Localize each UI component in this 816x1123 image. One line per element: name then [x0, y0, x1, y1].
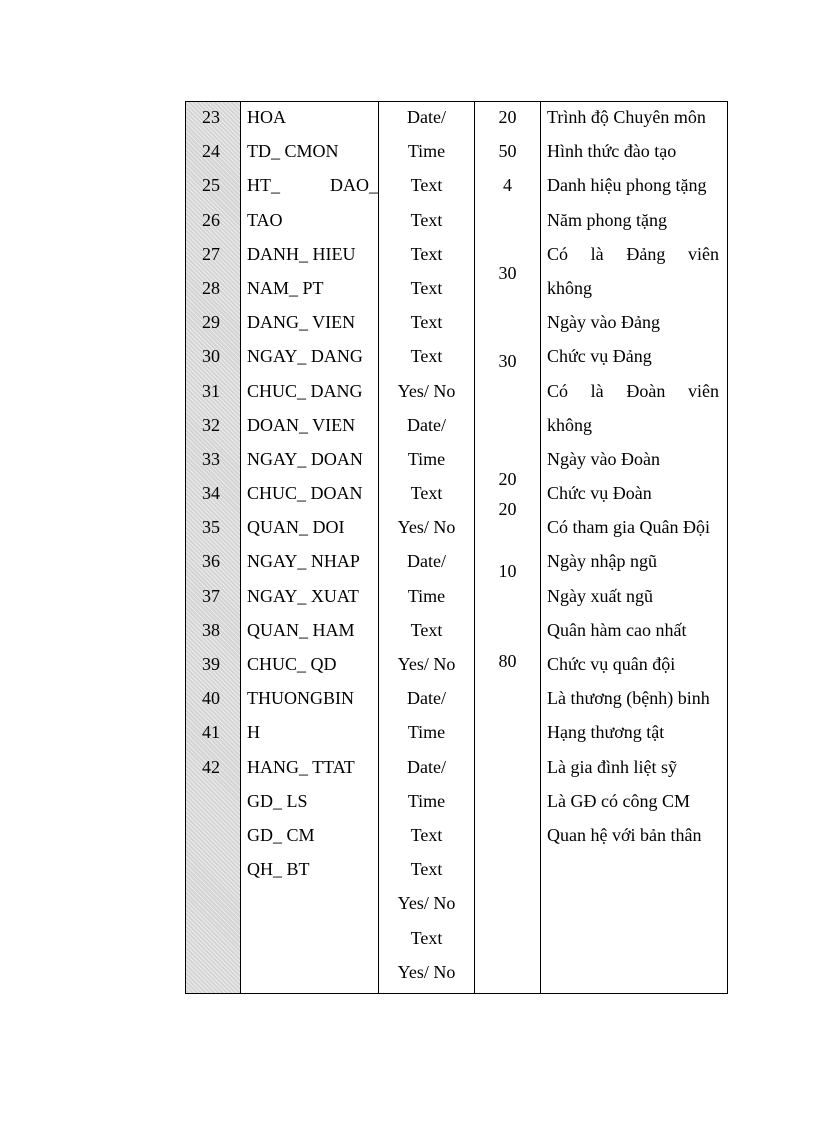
- field-description: Hình thức đào tạo: [547, 141, 677, 162]
- row-number-column: [186, 102, 241, 993]
- data-type: Yes/ No: [397, 654, 456, 674]
- field-name: [241, 172, 378, 206]
- field-description: Là thương (bệnh) binh: [547, 688, 710, 709]
- data-type: Time: [407, 141, 446, 162]
- field-name: QH_ BT: [247, 859, 310, 880]
- row-number: 32: [202, 414, 220, 435]
- field-name-column: [241, 102, 379, 993]
- field-description: Ngày vào Đoàn: [547, 448, 660, 469]
- field-name: THUONGBIN: [247, 688, 354, 709]
- description-column: [541, 102, 727, 993]
- row-number: 34: [202, 483, 220, 504]
- data-type: Time: [407, 448, 446, 469]
- field-name: H: [247, 722, 260, 743]
- field-size: 20: [498, 499, 517, 519]
- row-number: 24: [202, 141, 220, 162]
- data-type: Yes/ No: [397, 893, 456, 914]
- field-name: NGAY_ NHAP: [247, 551, 360, 572]
- data-type: Text: [410, 346, 443, 367]
- row-number: 35: [202, 517, 220, 538]
- description-word: là: [590, 243, 604, 264]
- data-type: Text: [410, 483, 443, 504]
- row-number: 29: [202, 312, 220, 333]
- description-word: viên: [687, 243, 719, 264]
- field-size: 30: [498, 351, 517, 371]
- field-name: NGAY_ XUAT: [247, 585, 359, 606]
- field-name: QUAN_ HAM: [247, 619, 355, 640]
- field-size: 20: [498, 469, 517, 489]
- row-number: 28: [202, 277, 220, 298]
- data-type: Text: [410, 243, 443, 264]
- field-description: Năm phong tặng: [547, 209, 667, 230]
- data-type: Time: [407, 722, 446, 743]
- field-name: NGAY_ DANG: [247, 346, 363, 367]
- row-number: 25: [202, 175, 220, 196]
- field-name: HOA: [247, 107, 286, 127]
- field-name: QUAN_ DOI: [247, 517, 345, 538]
- field-size: 20: [498, 107, 517, 127]
- field-name: DANG_ VIEN: [247, 312, 356, 333]
- data-type: Date/: [407, 756, 446, 777]
- row-number: 27: [202, 243, 220, 264]
- row-number: 37: [202, 585, 220, 606]
- data-type: Date/: [407, 107, 446, 127]
- field-definition-table: [185, 101, 728, 994]
- field-name: GD_ LS: [247, 790, 308, 811]
- field-name-part: DAO_: [330, 175, 378, 196]
- description-word: viên: [687, 380, 719, 401]
- data-type: Time: [407, 585, 446, 606]
- description-word: Đảng: [626, 243, 666, 264]
- field-description: Là gia đình liệt sỹ: [547, 756, 677, 777]
- field-name: CHUC_ DANG: [247, 380, 363, 401]
- row-number: 42: [202, 756, 220, 777]
- data-type: Yes/ No: [397, 517, 456, 538]
- field-name-part: HT_: [247, 175, 280, 196]
- field-name: TAO: [247, 209, 283, 230]
- field-name: NGAY_ DOAN: [247, 448, 363, 469]
- description-word: Có: [547, 243, 569, 264]
- row-number: 33: [202, 448, 220, 469]
- field-description: Có tham gia Quân Đội: [547, 517, 710, 538]
- field-name: HANG_ TTAT: [247, 756, 355, 777]
- field-description: Là GĐ có công CM: [547, 790, 690, 811]
- data-type: Date/: [407, 414, 446, 435]
- field-size: 50: [498, 141, 517, 161]
- field-name: CHUC_ QD: [247, 654, 337, 674]
- field-name: NAM_ PT: [247, 277, 324, 298]
- row-number: 30: [202, 346, 220, 367]
- field-description: [541, 378, 727, 412]
- field-name: GD_ CM: [247, 824, 315, 845]
- row-number: 23: [202, 107, 220, 127]
- field-size: 30: [498, 263, 517, 283]
- field-size: 80: [498, 651, 517, 671]
- field-description: Chức vụ quân đội: [547, 654, 676, 674]
- data-type: Text: [410, 859, 443, 880]
- field-description: Trình độ Chuyên môn: [547, 107, 706, 127]
- data-type: Text: [410, 619, 443, 640]
- field-description: Hạng thương tật: [547, 722, 665, 743]
- data-type: Text: [410, 312, 443, 333]
- data-type-column: [379, 102, 475, 993]
- data-type: Text: [410, 824, 443, 845]
- data-type: Date/: [407, 688, 446, 709]
- field-name: DANH_ HIEU: [247, 243, 356, 264]
- data-type: Yes/ No: [397, 961, 456, 982]
- field-name: DOAN_ VIEN: [247, 414, 356, 435]
- data-type: Date/: [407, 551, 446, 572]
- row-number: 26: [202, 209, 220, 230]
- description-word: là: [590, 380, 604, 401]
- data-type: Time: [407, 790, 446, 811]
- data-type: Text: [410, 209, 443, 230]
- description-word: Đoàn: [626, 380, 666, 401]
- data-type: Text: [410, 927, 443, 948]
- field-description: Quan hệ với bản thân: [547, 824, 702, 845]
- data-type: Text: [410, 175, 443, 196]
- field-description: Ngày xuất ngũ: [547, 585, 653, 606]
- data-type: Text: [410, 277, 443, 298]
- field-name: TD_ CMON: [247, 141, 339, 162]
- field-description: Danh hiệu phong tặng: [547, 175, 707, 196]
- field-description: không: [547, 277, 592, 298]
- field-description: [541, 241, 727, 275]
- row-number: 31: [202, 380, 220, 401]
- field-size: 4: [503, 175, 512, 195]
- field-description: không: [547, 414, 592, 435]
- field-description: Chức vụ Đảng: [547, 346, 652, 367]
- row-number: 41: [202, 722, 220, 743]
- field-description: Ngày nhập ngũ: [547, 551, 657, 572]
- description-word: Có: [547, 380, 569, 401]
- row-number: 39: [202, 654, 220, 674]
- field-name: CHUC_ DOAN: [247, 483, 363, 504]
- data-type: Yes/ No: [397, 380, 456, 401]
- row-number: 40: [202, 688, 220, 709]
- row-number: 36: [202, 551, 220, 572]
- field-description: Quân hàm cao nhất: [547, 619, 687, 640]
- field-description: Chức vụ Đoàn: [547, 483, 652, 504]
- row-number: 38: [202, 619, 220, 640]
- field-size-column: [475, 102, 541, 993]
- field-size: 10: [498, 561, 517, 581]
- field-description: Ngày vào Đảng: [547, 312, 660, 333]
